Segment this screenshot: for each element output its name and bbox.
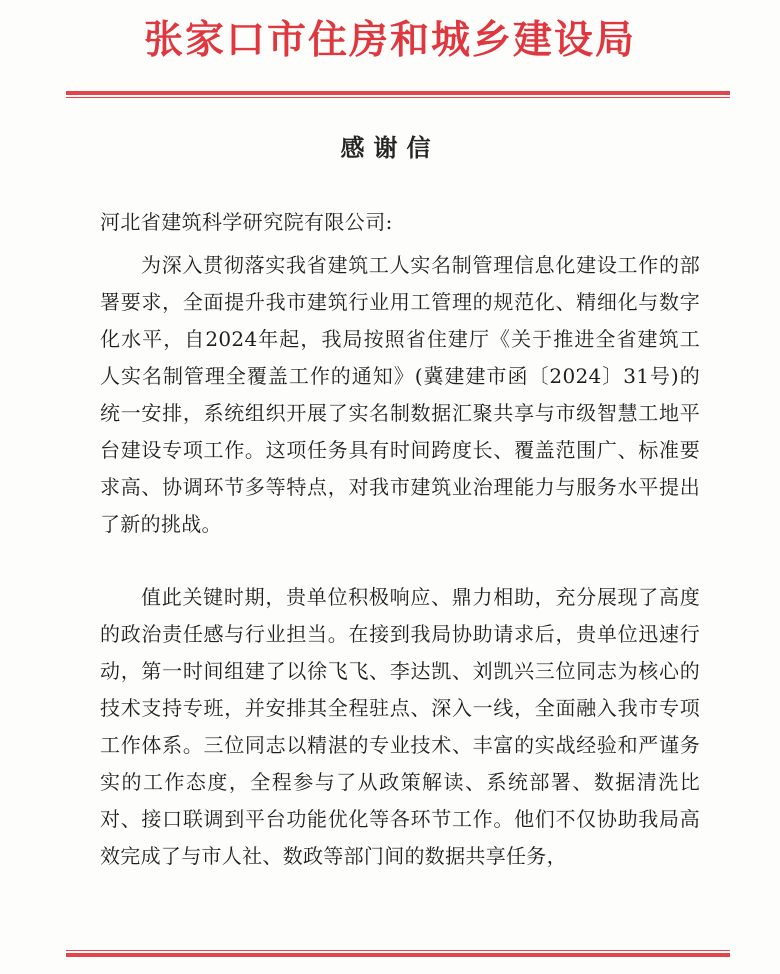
footer-divider-thin (66, 950, 730, 951)
footer-divider-thick (66, 953, 730, 957)
letterhead-divider-thin (66, 97, 730, 98)
body-paragraph-1: 为深入贯彻落实我省建筑工人实名制管理信息化建设工作的部署要求，全面提升我市建筑行业用工管理的规范化、精细化与数字化水平，自2024年起，我局按照省住建厅《关于推进全省建筑工人实名制管理全覆盖工作的通知》(冀建建市函〔2024〕31号)的统一安排，系统组织开展了实名制数据汇聚共享与市级智慧工地平台建设专项工作。这项任务具有时间跨度长、覆盖范围广、标准要求高、协调环节多等特点，对我市建筑业治理能力与服务水平提出了新的挑战。 (100, 253, 700, 536)
letterhead-divider (66, 91, 730, 98)
salutation: 河北省建筑科学研究院有限公司: (100, 210, 393, 234)
letter-title: 感谢信 (340, 134, 440, 162)
letterhead-title: 张家口市住房和城乡建设局 (143, 18, 636, 63)
body-paragraph-2: 值此关键时期，贵单位积极响应、鼎力相助，充分展现了高度的政治责任感与行业担当。在接到我局协助请求后，贵单位迅速行动，第一时间组建了以徐飞飞、李达凯、刘凯兴三位同志为核心的技术支持专班，并安排其全程驻点、深入一线，全面融入我市专项工作体系。三位同志以精湛的专业技术、丰富的实战经验和严谨务实的工作态度，全程参与了从政策解读、系统部署、数据清洗比对、接口联调到平台功能优化等各环节工作。他们不仅协助我局高效完成了与市人社、数政等部门间的数据共享任务， (100, 585, 700, 868)
letterhead-divider-thick (66, 91, 730, 95)
footer-divider (66, 950, 730, 957)
